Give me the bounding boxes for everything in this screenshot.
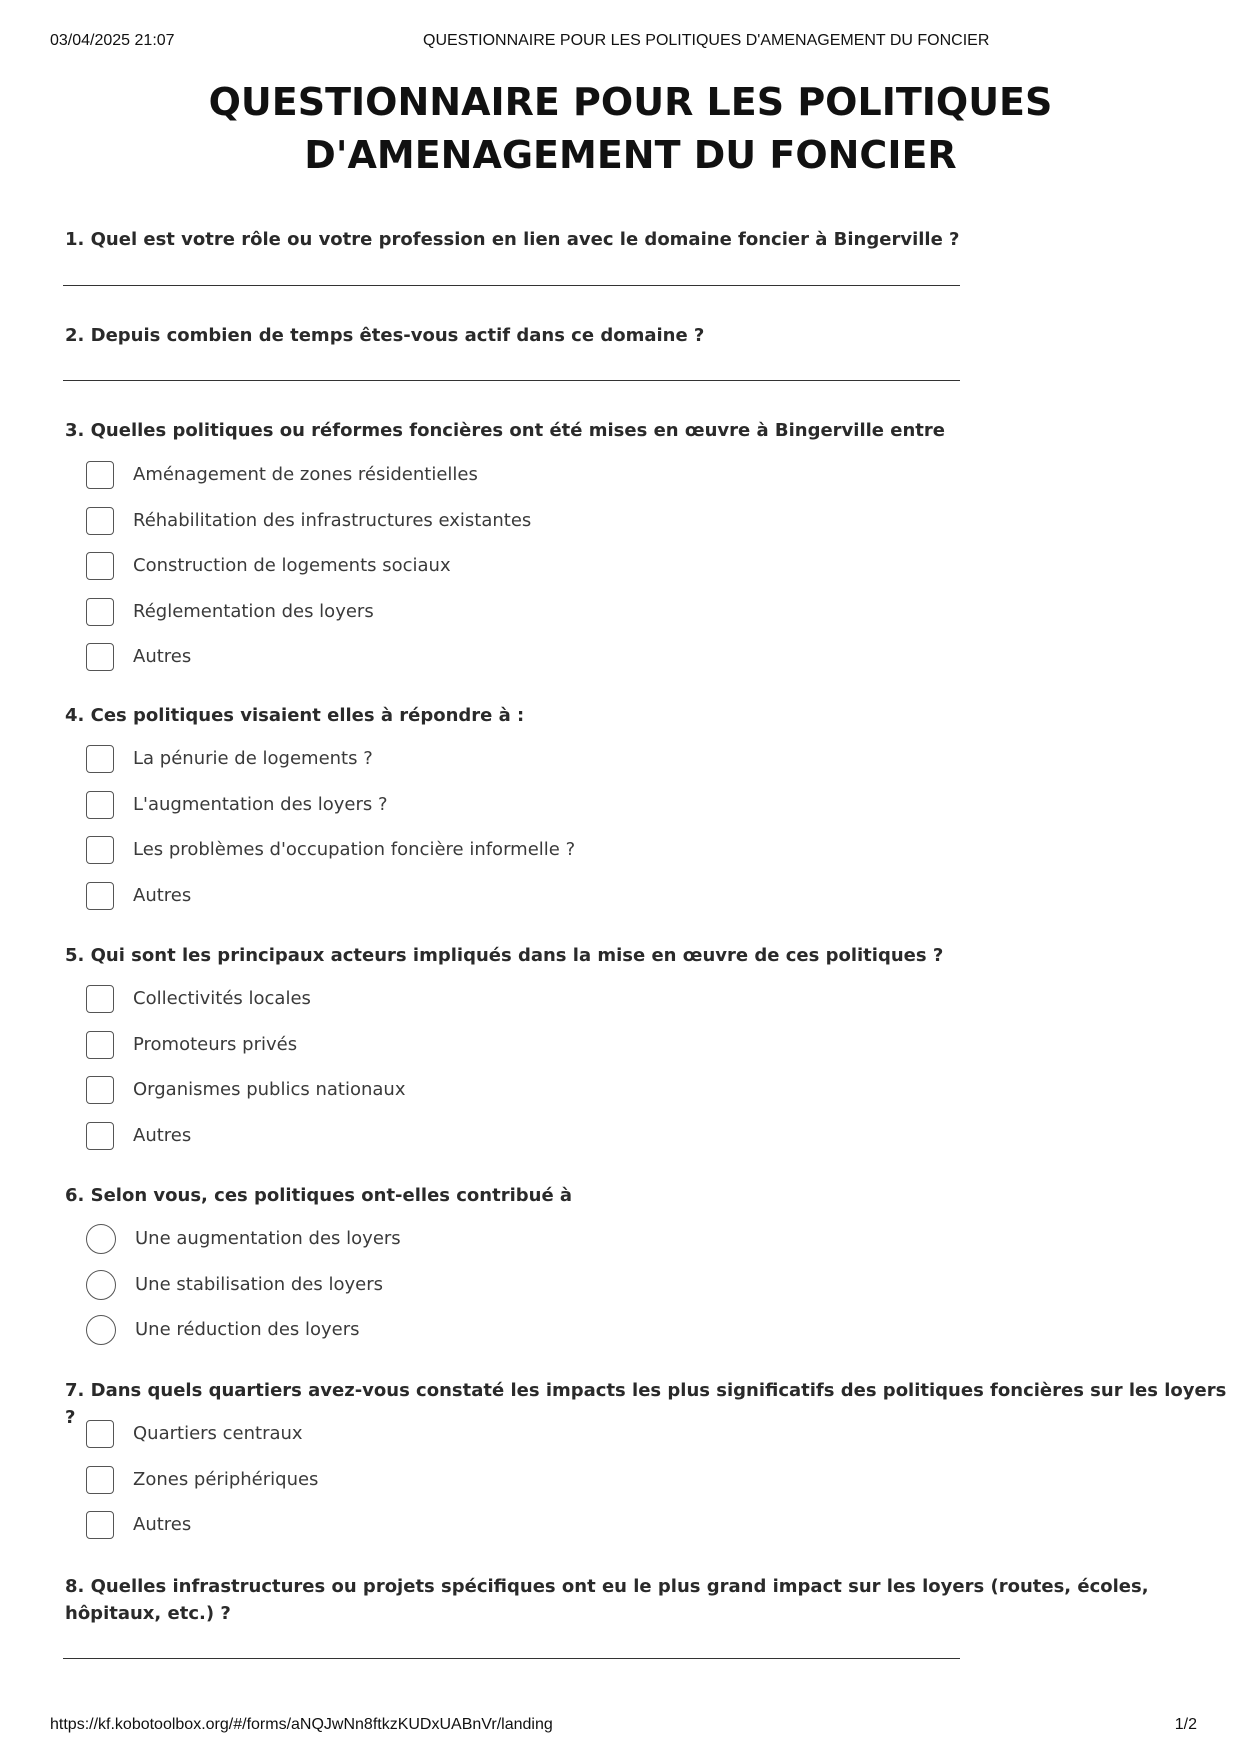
option-label: Une augmentation des loyers — [135, 1228, 401, 1249]
option-label: Réglementation des loyers — [133, 601, 374, 622]
question-4-label: 4. Ces politiques visaient elles à répondre à : — [65, 705, 525, 726]
question-5-option[interactable] — [86, 983, 311, 1014]
checkbox[interactable] — [86, 745, 114, 773]
option-label: Aménagement de zones résidentielles — [133, 464, 478, 485]
question-7-option[interactable] — [86, 1464, 318, 1495]
question-4-option[interactable] — [86, 789, 388, 820]
checkbox[interactable] — [86, 461, 114, 489]
option-label: Une réduction des loyers — [135, 1319, 360, 1340]
option-label: Zones périphériques — [133, 1469, 319, 1490]
footer-url: https://kf.kobotoolbox.org/#/forms/aNQJwNn8ftkzKUDxUABnVr/landing — [50, 1716, 553, 1733]
question-6-option[interactable] — [86, 1223, 401, 1254]
question-1-label: 1. Quel est votre rôle ou votre profession en lien avec le domaine foncier à Bingerville ? — [65, 229, 960, 250]
question-7-option[interactable] — [86, 1418, 303, 1449]
question-4-option[interactable] — [86, 834, 575, 865]
question-5-label: 5. Qui sont les principaux acteurs impliqués dans la mise en œuvre de ces politiques ? — [65, 945, 944, 966]
question-6-option[interactable] — [86, 1269, 383, 1300]
question-6-option[interactable] — [86, 1314, 360, 1345]
checkbox[interactable] — [86, 507, 114, 535]
checkbox[interactable] — [86, 882, 114, 910]
checkbox[interactable] — [86, 1076, 114, 1104]
checkbox[interactable] — [86, 552, 114, 580]
question-7-label: 7. Dans quels quartiers avez-vous constaté les impacts les plus significatifs des politiques foncières sur les loyers ? — [65, 1380, 1227, 1428]
question-3-option[interactable] — [86, 550, 451, 581]
question-8-text-input[interactable] — [63, 1658, 960, 1659]
question-3-option[interactable] — [86, 459, 478, 490]
question-3-option[interactable] — [86, 641, 191, 672]
option-label: L'augmentation des loyers ? — [133, 794, 388, 815]
question-6-label: 6. Selon vous, ces politiques ont-elles contribué à — [65, 1185, 573, 1206]
option-label: Autres — [133, 1125, 192, 1146]
option-label: Réhabilitation des infrastructures existantes — [133, 510, 532, 531]
question-2-label: 2. Depuis combien de temps êtes-vous actif dans ce domaine ? — [65, 325, 705, 346]
option-label: Les problèmes d'occupation foncière informelle ? — [133, 839, 576, 860]
option-label: Promoteurs privés — [133, 1034, 298, 1055]
print-date: 03/04/2025 21:07 — [50, 32, 175, 49]
option-label: Une stabilisation des loyers — [135, 1274, 384, 1295]
checkbox[interactable] — [86, 1122, 114, 1150]
question-5-option[interactable] — [86, 1029, 297, 1060]
question-4-option[interactable] — [86, 880, 191, 911]
question-8-label: 8. Quelles infrastructures ou projets spécifiques ont eu le plus grand impact sur les loyers (routes, écoles, hôpitaux, etc.) ? — [65, 1576, 1149, 1624]
checkbox[interactable] — [86, 643, 114, 671]
checkbox[interactable] — [86, 1031, 114, 1059]
question-3-option[interactable] — [86, 505, 531, 536]
question-5-option[interactable] — [86, 1120, 191, 1151]
question-3-label: 3. Quelles politiques ou réformes foncières ont été mises en œuvre à Bingerville entre — [65, 420, 945, 441]
checkbox[interactable] — [86, 836, 114, 864]
question-4-option[interactable] — [86, 743, 373, 774]
option-label: Autres — [133, 646, 192, 667]
question-2-text-input[interactable] — [63, 380, 960, 381]
option-label: La pénurie de logements ? — [133, 748, 373, 769]
print-header-title: QUESTIONNAIRE POUR LES POLITIQUES D'AMENAGEMENT DU FONCIER — [423, 32, 990, 49]
option-label: Construction de logements sociaux — [133, 555, 451, 576]
radio-button[interactable] — [86, 1315, 116, 1345]
radio-button[interactable] — [86, 1270, 116, 1300]
radio-button[interactable] — [86, 1224, 116, 1254]
question-3-option[interactable] — [86, 596, 374, 627]
checkbox[interactable] — [86, 985, 114, 1013]
page-title: QUESTIONNAIRE POUR LES POLITIQUES D'AMENAGEMENT DU FONCIER — [208, 80, 1053, 177]
option-label: Autres — [133, 1514, 192, 1535]
question-7-option[interactable] — [86, 1509, 191, 1540]
option-label: Organismes publics nationaux — [133, 1079, 406, 1100]
page-number: 1/2 — [1174, 1716, 1197, 1733]
checkbox[interactable] — [86, 791, 114, 819]
checkbox[interactable] — [86, 598, 114, 626]
option-label: Autres — [133, 885, 192, 906]
question-1-text-input[interactable] — [63, 285, 960, 286]
option-label: Collectivités locales — [133, 988, 311, 1009]
checkbox[interactable] — [86, 1420, 114, 1448]
question-5-option[interactable] — [86, 1074, 405, 1105]
checkbox[interactable] — [86, 1466, 114, 1494]
option-label: Quartiers centraux — [133, 1423, 303, 1444]
checkbox[interactable] — [86, 1511, 114, 1539]
